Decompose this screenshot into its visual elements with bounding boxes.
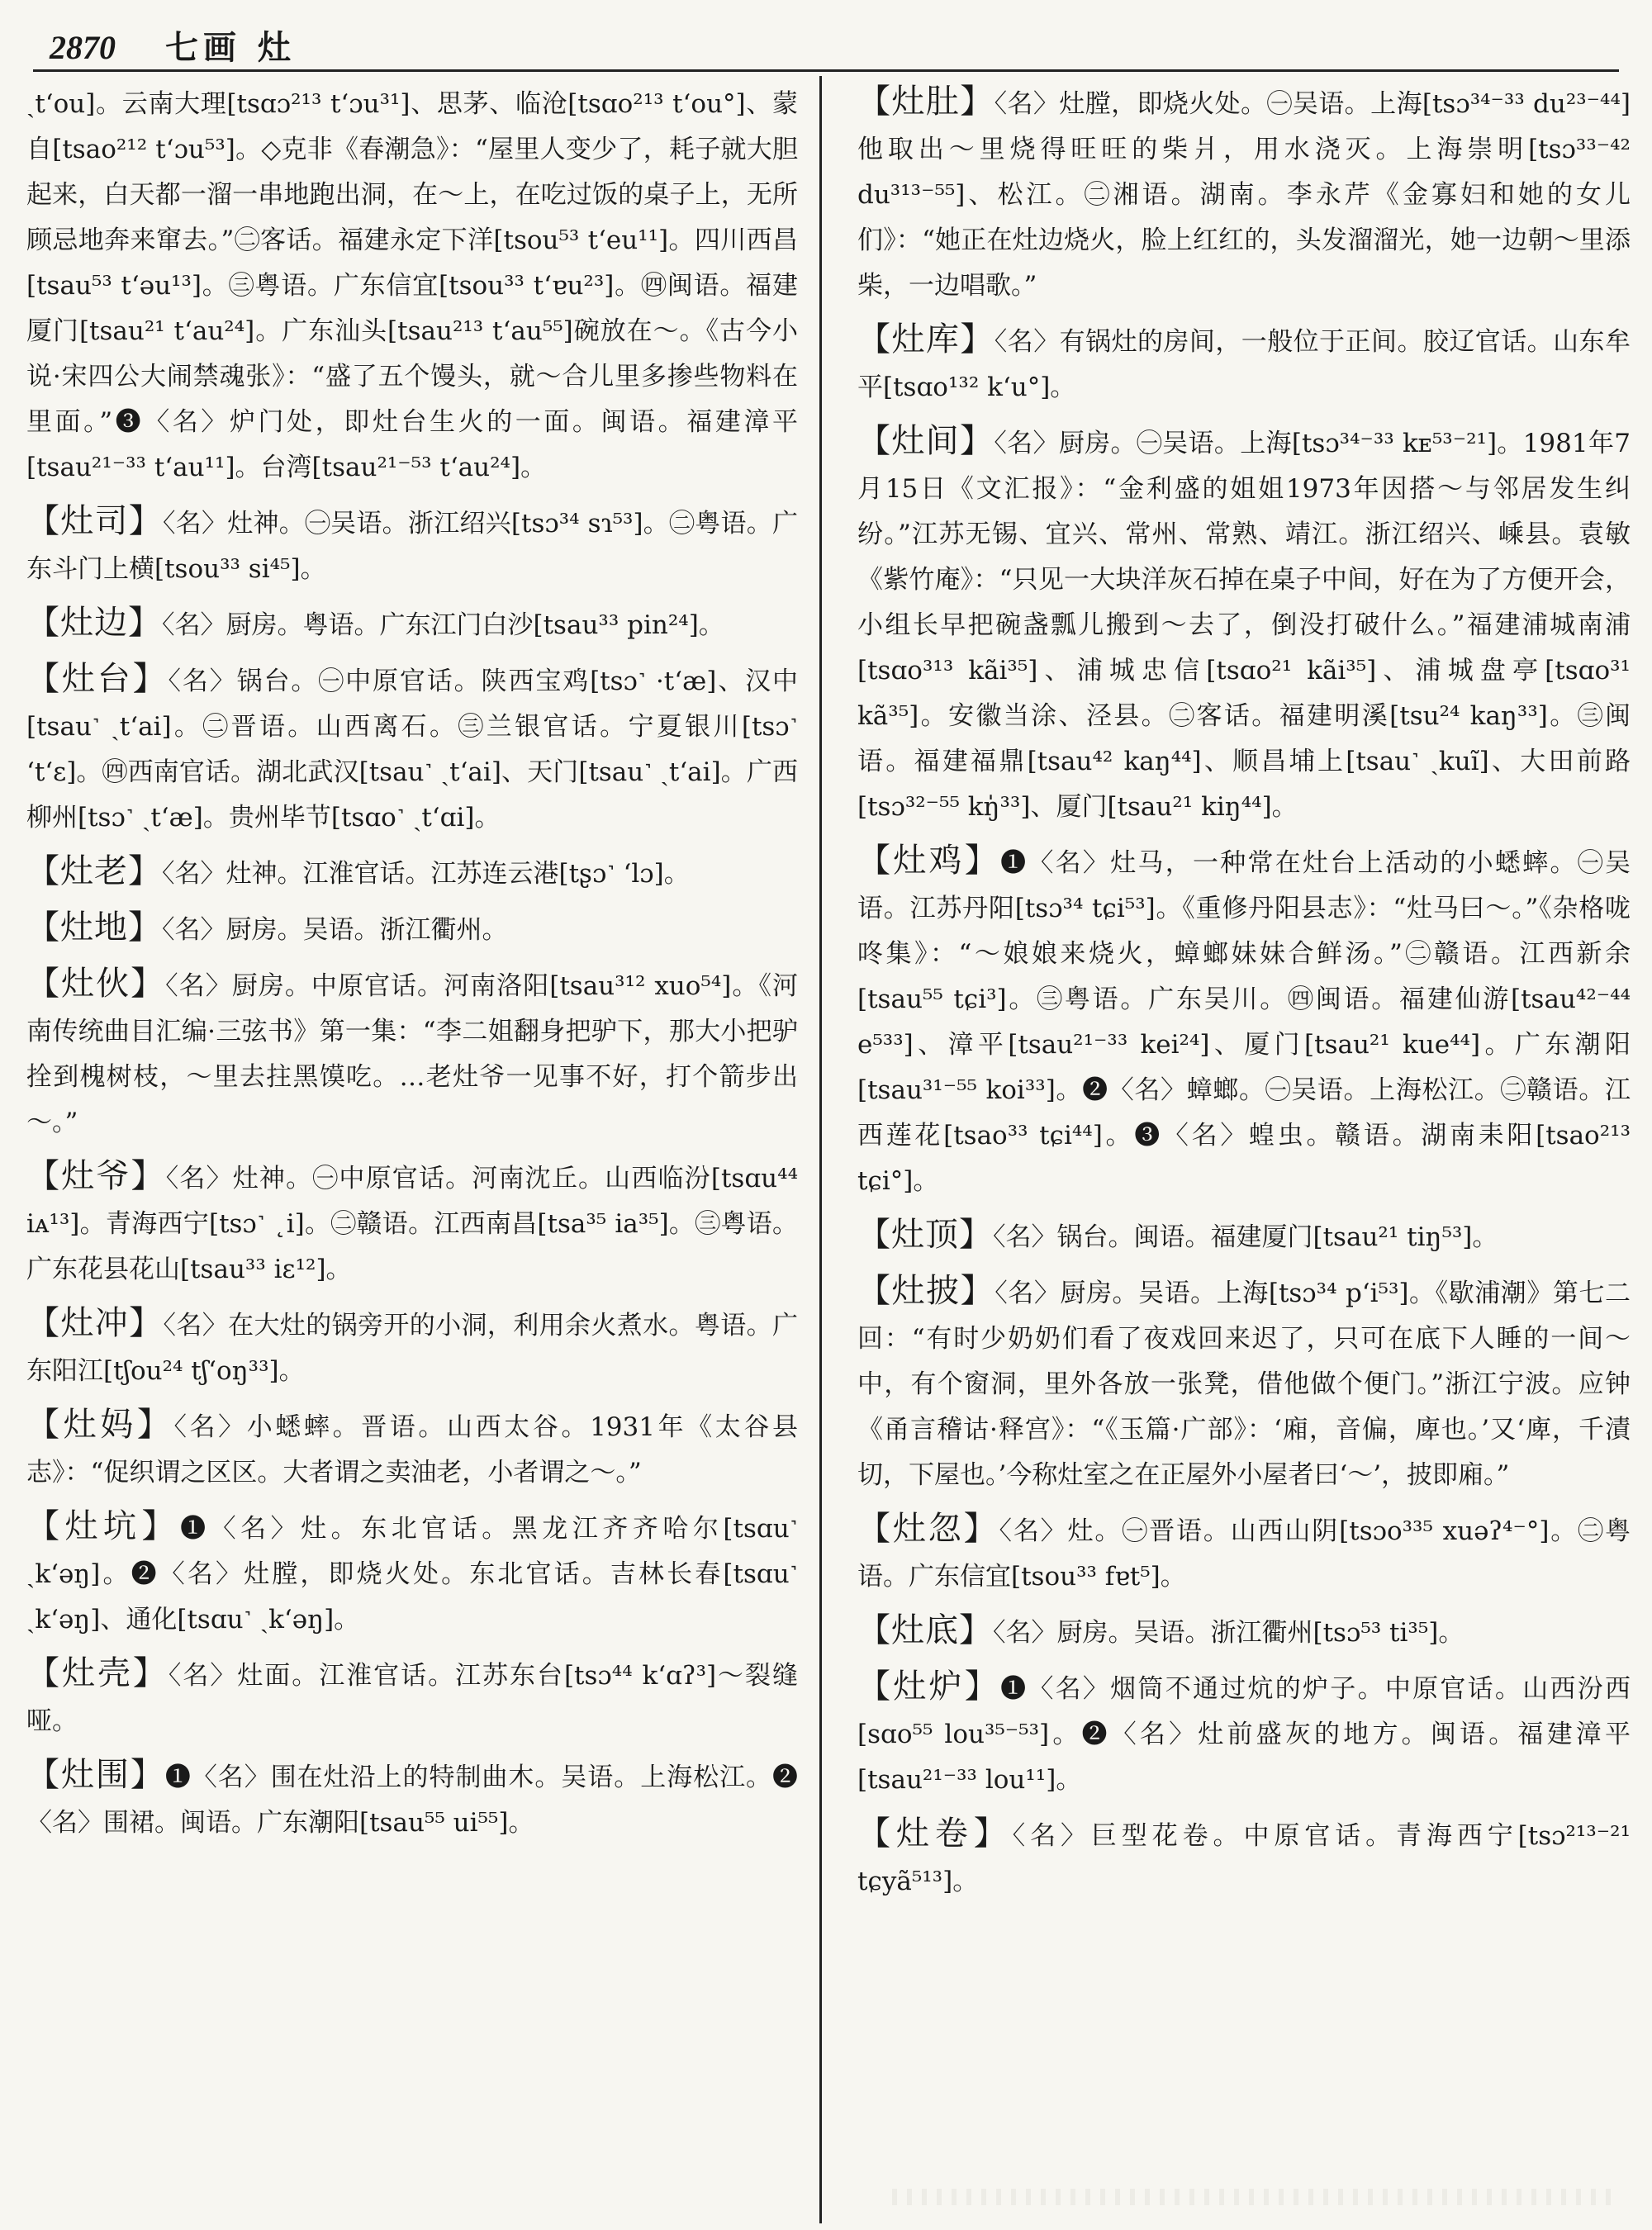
entry-definition: 〈名〉锅台。㊀中原官话。陕西宝鸡[tsɔ˺ ·t‘æ]、汉中[tsau˺ ˏt‘ai]。㊁晋语。山西离石。㊂兰银官话。宁夏银川[tsɔ˺ ‘t‘ɛ]。㊃西南官话。湖北武汉[tsau˺ ˏt‘ai]、天门[tsau˺ ˏt‘ai]。广西柳州[tsɔ˺ ˏt‘æ]。贵州毕节[tsɑo˺ ˏt‘ɑi]。 bbox=[26, 667, 798, 833]
entry-definition: 〈名〉灶膛，即烧火处。㊀吴语。上海[tsɔ³⁴⁻³³ du²³⁻⁴⁴]他取出～里烧得旺旺的柴爿，用水浇灭。上海崇明[tsɔ³³⁻⁴² du³¹³⁻⁵⁵]、松江。㊁湘语。湖南。李永芹《金寡妇和她的女儿们》：“她正在灶边烧火，脸上红红的，头发溜溜光，她一边朝～里添柴，一边唱歌。” bbox=[857, 89, 1631, 301]
entry-headword: 【灶老】 bbox=[26, 852, 162, 890]
entry-definition: 〈名〉有锅灶的房间，一般位于正间。胶辽官话。山东牟平[tsɑo¹³² k‘u°]。 bbox=[857, 327, 1631, 402]
dictionary-entry bbox=[26, 905, 798, 953]
dictionary-entry bbox=[26, 1402, 798, 1496]
entry-definition: 〈名〉灶神。㊀中原官话。河南沈丘。山西临汾[tsɑu⁴⁴ iᴀ¹³]。青海西宁[tsɔ˺ ˛i]。㊁赣语。江西南昌[tsa³⁵ ia³⁵]。㊂粤语。广东花县花山[tsau³³ iɛ¹²]。 bbox=[26, 1164, 798, 1284]
entry-definition: 〈名〉厨房。吴语。浙江衢州[tsɔ⁵³ ti³⁵]。 bbox=[993, 1618, 1464, 1648]
dictionary-entry bbox=[857, 1664, 1631, 1803]
page-number: 2870 bbox=[50, 29, 116, 66]
entry-headword: 【灶忽】 bbox=[857, 1510, 999, 1548]
page-header bbox=[50, 21, 296, 67]
dictionary-entry bbox=[857, 1212, 1631, 1260]
dictionary-entry bbox=[26, 1301, 798, 1394]
entry-definition: 〈名〉灶神。江淮官话。江苏连云港[tʂɔ˺ ‘lɔ]。 bbox=[162, 859, 690, 889]
entry-headword: 【灶卷】 bbox=[857, 1815, 1013, 1853]
right-column bbox=[857, 79, 1631, 2210]
dictionary-entry bbox=[857, 419, 1631, 830]
entry-definition: 〈名〉厨房。吴语。浙江衢州。 bbox=[162, 915, 508, 945]
dictionary-entry bbox=[857, 838, 1631, 1204]
entry-definition: 〈名〉巨型花卷。中原官话。青海西宁[tsɔ²¹³⁻²¹ tɕyã⁵¹³]。 bbox=[857, 1821, 1631, 1896]
entry-definition: 〈名〉厨房。中原官话。河南洛阳[tsau³¹² xuo⁵⁴]。《河南传统曲目汇编·三弦书》第一集：“李二姐翻身把驴下，那大小把驴拴到槐树枝，～里去拄黑馍吃。…老灶爷一见事不好，打个箭步出～。” bbox=[26, 971, 798, 1137]
entry-headword: 【灶间】 bbox=[857, 422, 995, 460]
dictionary-entry bbox=[857, 1506, 1631, 1600]
left-column bbox=[26, 79, 798, 2210]
entry-definition: ❶〈名〉灶。东北官话。黑龙江齐齐哈尔[tsɑu˺ ˏk‘əŋ]。❷〈名〉灶膛，即烧火处。东北官话。吉林长春[tsɑu˺ ˏk‘əŋ]、通化[tsɑu˺ ˏk‘əŋ]。 bbox=[26, 1514, 798, 1635]
dictionary-entry bbox=[857, 317, 1631, 410]
entry-definition: 〈名〉厨房。粤语。广东江门白沙[tsau³³ pin²⁴]。 bbox=[162, 610, 724, 640]
entry-headword: 【灶伙】 bbox=[26, 965, 166, 1003]
entry-definition: 〈名〉厨房。吴语。上海[tsɔ³⁴ p‘i⁵³]。《歇浦潮》第七二回：“有时少奶奶们看了夜戏回来迟了，只可在底下人睡的一间～中，有个窗洞，里外各放一张凳，借他做个便门。”浙江宁波。应钟《甬言稽诂·释宫》：“《玉篇·广部》：‘廂，音偏，庳也。’又‘庳，千漬切，下屋也。’今称灶室之在正屋外小屋者曰‘～’，披即廂。” bbox=[857, 1279, 1631, 1490]
entry-headword: 【灶鸡】 bbox=[857, 842, 1001, 880]
dictionary-entry bbox=[857, 1269, 1631, 1498]
entry-headword: 【灶地】 bbox=[26, 909, 162, 947]
running-title: 七画 灶 bbox=[165, 28, 296, 67]
entry-headword: 【灶披】 bbox=[857, 1272, 995, 1310]
dictionary-entry bbox=[26, 1504, 798, 1643]
entry-definition: 〈名〉在大灶的锅旁开的小洞，利用余火煮水。粤语。广东阳江[tʃou²⁴ tʃ‘oŋ³³]。 bbox=[26, 1311, 798, 1386]
entry-definition: ❶〈名〉灶马，一种常在灶台上活动的小蟋蟀。㊀吴语。江苏丹阳[tsɔ³⁴ tɕi⁵³]。《重修丹阳县志》：“灶马曰～。”《杂格咙咚集》：“～娘娘来烧火，蟑螂妹妹合鲜汤。”㊁赣语。江西新余[tsau⁵⁵ tɕi³]。㊂粤语。广东吴川。㊃闽语。福建仙游[tsau⁴²⁻⁴⁴ e⁵³³]、漳平[tsau²¹⁻³³ kei²⁴]、厦门[tsau²¹ kue⁴⁴]。广东潮阳[tsau³¹⁻⁵⁵ koi³³]。❷〈名〉蟑螂。㊀吴语。上海松江。㊁赣语。江西莲花[tsao³³ tɕi⁴⁴]。❸〈名〉蝗虫。赣语。湖南耒阳[tsao²¹³ tɕi°]。 bbox=[857, 848, 1631, 1196]
entry-definition: 〈名〉灶。㊀晋语。山西山阴[tsɔo³³⁵ xuəʔ⁴⁻°]。㊁粤语。广东信宜[tsou³³ fɐt⁵]。 bbox=[857, 1516, 1631, 1592]
entry-headword: 【灶边】 bbox=[26, 604, 162, 642]
dictionary-entry bbox=[26, 79, 798, 491]
dictionary-entry bbox=[26, 1651, 798, 1744]
entry-headword: 【灶顶】 bbox=[857, 1216, 993, 1254]
entry-definition: ˏt‘ou]。云南大理[tsɑɔ²¹³ t‘ɔu³¹]、思茅、临沧[tsɑo²¹³ t‘ou°]、蒙自[tsao²¹² t‘ɔu⁵³]。◇克非《春潮急》：“屋里人变少了，耗子就大胆起来，白天都一溜一串地跑出洞，在～上，在吃过饭的桌子上，无所顾忌地奔来窜去。”㊁客话。福建永定下洋[tsou⁵³ t‘eu¹¹]。四川西昌[tsau⁵³ t‘əu¹³]。㊂粤语。广东信宜[tsou³³ t‘ɐu²³]。㊃闽语。福建厦门[tsau²¹ t‘au²⁴]。广东汕头[tsau²¹³ t‘au⁵⁵]碗放在～。《古今小说·宋四公大闹禁魂张》：“盛了五个馒头，就～合儿里多掺些物料在里面。”❸〈名〉炉门处，即灶台生火的一面。闽语。福建漳平[tsau²¹⁻³³ t‘au¹¹]。台湾[tsau²¹⁻⁵³ t‘au²⁴]。 bbox=[26, 89, 798, 482]
entry-headword: 【灶妈】 bbox=[26, 1406, 174, 1444]
entry-headword: 【灶壳】 bbox=[26, 1654, 169, 1692]
dictionary-entry bbox=[26, 961, 798, 1146]
entry-headword: 【灶肚】 bbox=[857, 83, 995, 121]
entry-headword: 【灶库】 bbox=[857, 320, 995, 358]
entry-headword: 【灶围】 bbox=[26, 1756, 165, 1794]
entry-definition: 〈名〉锅台。闽语。福建厦门[tsau²¹ tiŋ⁵³]。 bbox=[993, 1222, 1498, 1252]
dictionary-entry bbox=[26, 657, 798, 841]
entry-definition: 〈名〉灶神。㊀吴语。浙江绍兴[tsɔ³⁴ sɿ⁵³]。㊁粤语。广东斗门上横[tsou³³ si⁴⁵]。 bbox=[26, 509, 798, 584]
dictionary-entry bbox=[857, 1608, 1631, 1656]
dictionary-entry bbox=[26, 600, 798, 648]
dictionary-entry bbox=[26, 849, 798, 897]
entry-headword: 【灶炉】 bbox=[857, 1668, 1001, 1706]
entry-headword: 【灶坑】 bbox=[26, 1507, 181, 1545]
entry-headword: 【灶冲】 bbox=[26, 1304, 164, 1342]
dictionary-entry bbox=[26, 499, 798, 592]
entry-definition: ❶〈名〉烟筒不通过炕的炉子。中原官话。山西汾西[sɑo⁵⁵ lou³⁵⁻⁵³]。❷〈名〉灶前盛灰的地方。闽语。福建漳平[tsau²¹⁻³³ lou¹¹]。 bbox=[857, 1674, 1631, 1795]
entry-definition: ❶〈名〉围在灶沿上的特制曲木。吴语。上海松江。❷〈名〉围裙。闽语。广东潮阳[tsau⁵⁵ ui⁵⁵]。 bbox=[26, 1763, 798, 1838]
entry-definition: 〈名〉灶面。江淮官话。江苏东台[tsɔ⁴⁴ k‘ɑʔ³]～裂缝哑。 bbox=[26, 1661, 798, 1736]
column-divider bbox=[819, 76, 822, 2223]
dictionary-entry bbox=[26, 1753, 798, 1846]
header-rule bbox=[33, 69, 1619, 72]
dictionary-entry bbox=[857, 79, 1631, 309]
entry-headword: 【灶底】 bbox=[857, 1611, 993, 1649]
dictionary-entry bbox=[857, 1811, 1631, 1905]
entry-definition: 〈名〉小蟋蟀。晋语。山西太谷。1931年《太谷县志》：“促织谓之区区。大者谓之卖油老，小者谓之～。” bbox=[26, 1412, 798, 1487]
dictionary-entry bbox=[26, 1154, 798, 1293]
entry-headword: 【灶台】 bbox=[26, 660, 169, 698]
scan-noise bbox=[892, 2189, 1619, 2205]
entry-headword: 【灶司】 bbox=[26, 502, 163, 540]
entry-definition: 〈名〉厨房。㊀吴语。上海[tsɔ³⁴⁻³³ kᴇ⁵³⁻²¹]。1981年7月15日《文汇报》：“金利盛的姐姐1973年因搭～与邻居发生纠纷。”江苏无锡、宜兴、常州、常熟、靖江。浙江绍兴、嵊县。袁敏《紫竹庵》：“只见一大块洋灰石掉在桌子中间，好在为了方便开会，小组长早把碗盏瓢儿搬到～去了，倒没打破什么。”福建浦城南浦[tsɑo³¹³ kãi³⁵]、浦城忠信[tsɑo²¹ kãi³⁵]、浦城盘亭[tsɑo³¹ kã³⁵]。安徽当涂、泾县。㊁客话。福建明溪[tsu²⁴ kaŋ³³]。㊂闽语。福建福鼎[tsau⁴² kaŋ⁴⁴]、顺昌埔上[tsau˺ ˏkuĩ]、大田前路[tsɔ³²⁻⁵⁵ kŋ̍³³]、厦门[tsau²¹ kiŋ⁴⁴]。 bbox=[857, 429, 1631, 822]
entry-headword: 【灶爷】 bbox=[26, 1157, 166, 1195]
